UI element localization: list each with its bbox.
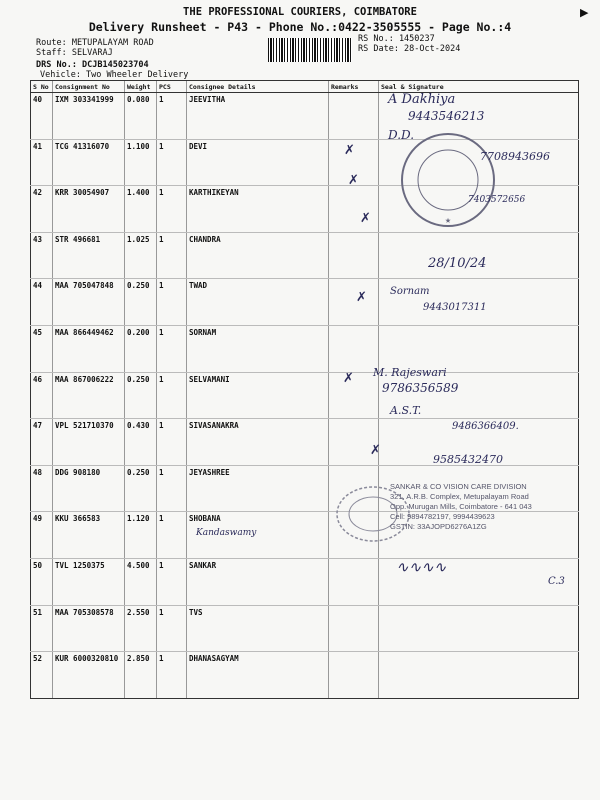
cell-consignment: TVL 1250375 bbox=[53, 558, 125, 605]
cross-mark-icon: ✗ bbox=[344, 143, 355, 158]
handwritten-date: 28/10/24 bbox=[428, 256, 487, 271]
signature: A.S.T. bbox=[390, 404, 422, 417]
cell-consignment: KKU 366583 bbox=[53, 512, 125, 559]
col-consignee: Consignee Details bbox=[187, 81, 329, 93]
signature-scribble: ∿∿∿∿ bbox=[396, 558, 447, 576]
cell-sno: 41 bbox=[31, 139, 53, 186]
stamp-line: Opp. Murugan Mills, Coimbatore - 641 043 bbox=[390, 502, 532, 511]
cell-sno: 48 bbox=[31, 465, 53, 512]
col-pcs: PCS bbox=[157, 81, 187, 93]
cell-seal bbox=[379, 605, 579, 652]
cell-remarks bbox=[329, 93, 379, 140]
cell-remarks bbox=[329, 325, 379, 372]
cell-pcs: 1 bbox=[157, 558, 187, 605]
handwritten-phone: 9486366409. bbox=[452, 421, 519, 432]
cell-consignment: MAA 705308578 bbox=[53, 605, 125, 652]
col-seal: Seal & Signature bbox=[379, 81, 579, 93]
col-consignment: Consignment No bbox=[53, 81, 125, 93]
cell-weight: 2.850 bbox=[125, 652, 157, 699]
cell-consignee: CHANDRA bbox=[187, 232, 329, 279]
cell-remarks bbox=[329, 419, 379, 466]
cross-mark-icon: ✗ bbox=[348, 173, 359, 188]
cell-consignment: MAA 866449462 bbox=[53, 325, 125, 372]
cell-consignment: KUR 6000320810 bbox=[53, 652, 125, 699]
cell-consignment: IXM 303341999 bbox=[53, 93, 125, 140]
handwritten-phone: 9443017311 bbox=[423, 302, 487, 313]
cell-weight: 1.120 bbox=[125, 512, 157, 559]
table-row bbox=[31, 652, 579, 699]
table-row bbox=[31, 232, 579, 279]
vehicle-label: Vehicle: Two Wheeler Delivery bbox=[40, 70, 189, 80]
table-row bbox=[31, 372, 579, 419]
cell-sno: 46 bbox=[31, 372, 53, 419]
cell-sno: 43 bbox=[31, 232, 53, 279]
table-row bbox=[31, 605, 579, 652]
cell-pcs: 1 bbox=[157, 279, 187, 326]
table-row bbox=[31, 279, 579, 326]
cell-sno: 40 bbox=[31, 93, 53, 140]
col-remarks: Remarks bbox=[329, 81, 379, 93]
cell-weight: 0.430 bbox=[125, 419, 157, 466]
cell-weight: 1.025 bbox=[125, 232, 157, 279]
cell-consignee: SHOBANA bbox=[187, 512, 329, 559]
rs-number: RS No.: 1450237 bbox=[358, 34, 435, 44]
company-title: THE PROFESSIONAL COURIERS, COIMBATORE bbox=[183, 6, 417, 18]
col-sno: S No bbox=[31, 81, 53, 93]
handwritten-phone: 9443546213 bbox=[408, 109, 485, 123]
cell-sno: 44 bbox=[31, 279, 53, 326]
cell-consignee: DEVI bbox=[187, 139, 329, 186]
cell-remarks bbox=[329, 279, 379, 326]
cell-sno: 49 bbox=[31, 512, 53, 559]
route-label: Route: METUPALAYAM ROAD bbox=[36, 38, 154, 48]
cell-pcs: 1 bbox=[157, 419, 187, 466]
cell-consignee: JEYASHREE bbox=[187, 465, 329, 512]
cell-consignment: STR 496681 bbox=[53, 232, 125, 279]
cell-sno: 52 bbox=[31, 652, 53, 699]
cell-consignee: TWAD bbox=[187, 279, 329, 326]
cell-sno: 50 bbox=[31, 558, 53, 605]
cell-pcs: 1 bbox=[157, 186, 187, 233]
cell-consignee: SIVASANAKRA bbox=[187, 419, 329, 466]
cell-consignment: DDG 908180 bbox=[53, 465, 125, 512]
cell-remarks bbox=[329, 605, 379, 652]
cell-consignee: SANKAR bbox=[187, 558, 329, 605]
cell-weight: 0.080 bbox=[125, 93, 157, 140]
cross-mark-icon: ✗ bbox=[370, 443, 381, 458]
drs-label: DRS No.: DCJB145023704 bbox=[36, 60, 149, 70]
cell-weight: 0.250 bbox=[125, 372, 157, 419]
cell-pcs: 1 bbox=[157, 465, 187, 512]
cell-sno: 51 bbox=[31, 605, 53, 652]
arrow-icon: ▶ bbox=[580, 6, 589, 19]
cell-sno: 47 bbox=[31, 419, 53, 466]
cell-pcs: 1 bbox=[157, 652, 187, 699]
runsheet-subtitle: Delivery Runsheet - P43 - Phone No.:0422-3505555 - Page No.:4 bbox=[88, 20, 512, 34]
cell-consignment: TCG 41316070 bbox=[53, 139, 125, 186]
cross-mark-icon: ✗ bbox=[356, 290, 367, 305]
table-header-row bbox=[31, 81, 579, 93]
col-weight: Weight bbox=[125, 81, 157, 93]
courier-seal-stamp bbox=[398, 130, 498, 230]
barcode bbox=[268, 38, 352, 62]
cell-weight: 4.500 bbox=[125, 558, 157, 605]
cell-weight: 2.550 bbox=[125, 605, 157, 652]
cell-pcs: 1 bbox=[157, 605, 187, 652]
cell-remarks bbox=[329, 186, 379, 233]
handwritten-phone: 7403572656 bbox=[468, 195, 526, 205]
cell-weight: 1.100 bbox=[125, 139, 157, 186]
handwritten-name: Kandaswamy bbox=[196, 528, 257, 538]
cell-weight: 0.250 bbox=[125, 279, 157, 326]
cell-remarks bbox=[329, 232, 379, 279]
signature: D.D. bbox=[388, 128, 415, 142]
cell-pcs: 1 bbox=[157, 325, 187, 372]
cell-pcs: 1 bbox=[157, 232, 187, 279]
signature: Sornam bbox=[390, 286, 430, 297]
table-row bbox=[31, 558, 579, 605]
cell-weight: 0.250 bbox=[125, 465, 157, 512]
cell-consignee: SORNAM bbox=[187, 325, 329, 372]
cell-remarks bbox=[329, 558, 379, 605]
cell-consignment: KRR 30054907 bbox=[53, 186, 125, 233]
cell-consignee: DHANASAGYAM bbox=[187, 652, 329, 699]
cell-pcs: 1 bbox=[157, 93, 187, 140]
cell-pcs: 1 bbox=[157, 139, 187, 186]
table-row bbox=[31, 325, 579, 372]
cell-consignment: MAA 867006222 bbox=[53, 372, 125, 419]
handwritten-phone: 7708943696 bbox=[480, 150, 550, 163]
cell-weight: 1.400 bbox=[125, 186, 157, 233]
company-address-stamp bbox=[390, 482, 532, 532]
cross-mark-icon: ✗ bbox=[343, 371, 354, 386]
stamp-line: Cell: 9894782197, 9994439623 bbox=[390, 512, 495, 521]
cell-seal bbox=[379, 652, 579, 699]
stamp-line: GSTIN: 33AJOPD6276A1ZG bbox=[390, 522, 487, 531]
cell-sno: 42 bbox=[31, 186, 53, 233]
stamp-line: 321, A.R.B. Complex, Metupalayam Road bbox=[390, 492, 529, 501]
cell-sno: 45 bbox=[31, 325, 53, 372]
cell-consignee: KARTHIKEYAN bbox=[187, 186, 329, 233]
cell-consignee: SELVAMANI bbox=[187, 372, 329, 419]
cell-pcs: 1 bbox=[157, 372, 187, 419]
staff-label: Staff: SELVARAJ bbox=[36, 48, 113, 58]
cell-consignee: JEEVITHA bbox=[187, 93, 329, 140]
signature: C.3 bbox=[548, 576, 565, 587]
signature: A Dakhiya bbox=[388, 92, 456, 107]
signature: M. Rajeswari bbox=[373, 366, 447, 379]
rs-date: RS Date: 28-Oct-2024 bbox=[358, 44, 461, 54]
cell-consignment: VPL 521710370 bbox=[53, 419, 125, 466]
stamp-line: SANKAR & CO VISION CARE DIVISION bbox=[390, 482, 527, 491]
cell-consignee: TVS bbox=[187, 605, 329, 652]
cell-pcs: 1 bbox=[157, 512, 187, 559]
cross-mark-icon: ✗ bbox=[360, 211, 371, 226]
cell-weight: 0.200 bbox=[125, 325, 157, 372]
handwritten-phone: 9585432470 bbox=[433, 453, 503, 466]
cell-consignment: MAA 705047848 bbox=[53, 279, 125, 326]
svg-text:★: ★ bbox=[444, 215, 452, 226]
handwritten-phone: 9786356589 bbox=[382, 381, 459, 395]
cell-remarks bbox=[329, 652, 379, 699]
